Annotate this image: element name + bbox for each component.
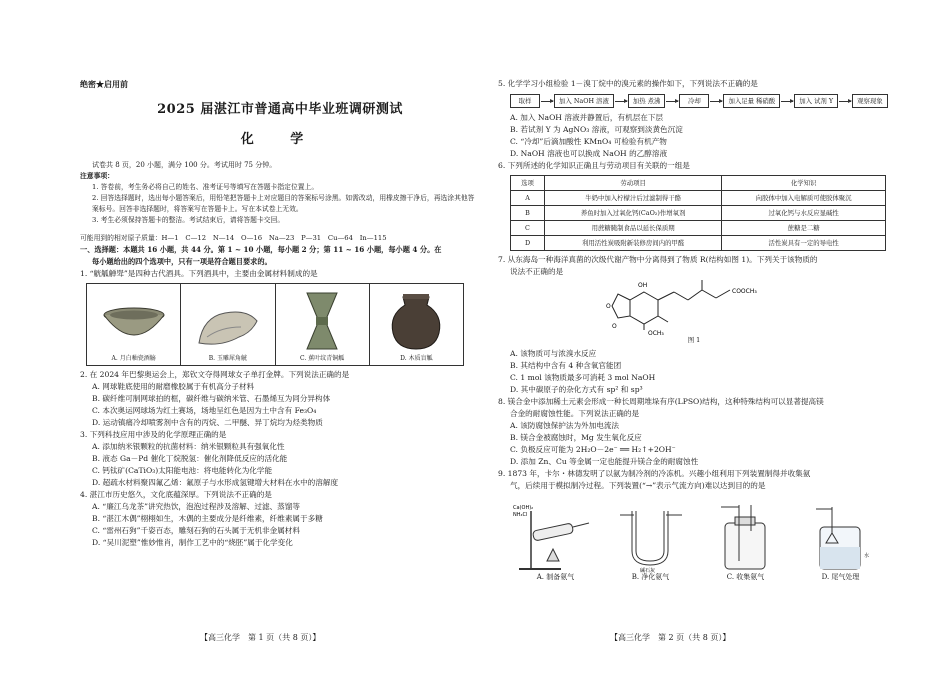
notes-block <box>80 171 480 226</box>
q1-image-d <box>370 284 463 365</box>
table-cell: 用蔗糖腌制食品以延长保质期 <box>545 221 722 236</box>
q7-stem: 7. 从东海岛一种海洋真菌的次级代谢产物中分离得到了物质 R(结构如图 1)。下列关于该物质的 <box>498 255 818 264</box>
bronze-gu-icon <box>287 291 357 353</box>
q9-caption-b: B. 净化氨气 <box>631 573 670 581</box>
u-tube-icon <box>606 503 696 573</box>
q8-option-b: B. 镁合金被腐蚀时，Mg 发生氧化反应 <box>510 433 642 442</box>
flow-arrow-icon <box>839 101 851 102</box>
q3-option-c: C. 钙钛矿(CaTiO₃)太阳能电池：将电能转化为化学能 <box>92 466 273 475</box>
struct-label: OH <box>638 282 648 289</box>
q5-option-a: A. 加入 NaOH 溶液并静置后，有机层在下层 <box>510 113 664 122</box>
q5-option-c: C. “冷却”后滴加酸性 KMnO₄ 可检验有机产物 <box>510 137 667 146</box>
gas-bottle-icon <box>701 503 791 573</box>
horn-cup-icon <box>193 303 263 353</box>
atomic-masses: 可能用到的相对原子质量：H—1 C—12 N—14 O—16 Na—23 P—31 Cu—64 In—115 <box>80 234 387 242</box>
q3-option-d: D. 超疏水材料聚四氟乙烯：氟原子与水形成氢键增大材料在水中的溶解度 <box>92 478 339 487</box>
struct-label: O <box>606 303 611 310</box>
note-item: 1. 答卷前，考生务必将自己的姓名、准考证号等填写在答题卡指定位置上。 <box>92 183 319 191</box>
q2-option-b: B. 碳纤维可制网球拍的框，碳纤维与碳纳米管、石墨烯互为同分异构体 <box>92 394 331 403</box>
flow-arrow-icon <box>541 101 553 102</box>
q9-caption-a: A. 制备氨气 <box>536 573 575 581</box>
table-cell: 养鱼时加入过氧化钙(CaO₂)作增氧剂 <box>545 206 722 221</box>
q9-apparatus-a <box>508 496 603 582</box>
q9-apparatus-c <box>698 496 793 582</box>
q8-stem-2: 合金的耐腐蚀性能。下列说法正确的是 <box>510 409 640 418</box>
struct-label: OCH₃ <box>648 330 664 336</box>
q5-option-b: B. 若试剂 Y 为 AgNO₃ 溶液，可观察到淡黄色沉淀 <box>510 125 683 134</box>
q7-stem-2: 说法不正确的是 <box>510 267 564 276</box>
q9-caption-d: D. 尾气处理 <box>821 573 860 581</box>
table-header-row <box>511 176 886 191</box>
table-row <box>511 236 886 251</box>
q6-stem: 6. 下列所述的化学知识正确且与劳动项目有关联的一组是 <box>498 161 690 170</box>
q7-option-a: A. 该物质可与浓溴水反应 <box>510 349 597 358</box>
q1-stem: 1. “觥觚觯斝”是四种古代酒具。下列酒具中，主要由金属材料制成的是 <box>80 269 318 278</box>
q4-option-b: B. “湛江木偶”栩栩如生，木偶的主要成分是纤维素，纤维素属于多糖 <box>92 514 323 523</box>
flow-arrow-icon <box>710 101 722 102</box>
q9-caption-c: C. 收集氨气 <box>726 573 765 581</box>
note-item: 2. 回答选择题时，选出每小题答案后，用铅笔把答题卡上对应题目的答案标号涂黑。如需改动，用橡皮擦干净后，再选涂其他答案标号。回答非选择题时，将答案写在答题卡上。写在本试卷上无效。 <box>92 194 475 213</box>
q9-stem-2: 气，后续用于模拟制冷过程。下列装置(“→”表示气流方向)难以达到目的的是 <box>510 481 766 490</box>
q1-image-b <box>181 284 275 365</box>
flow-arrow-icon <box>781 101 793 102</box>
q8-option-c: C. 负极反应可能为 2H₂O－2e⁻ ══ H₂↑+2OH⁻ <box>510 445 676 454</box>
left-column <box>80 78 480 549</box>
q6-table <box>510 175 886 251</box>
q8-stem: 8. 镁合金中添加稀土元素会形成一种长周期堆垛有序(LPSO)结构，这种特殊结构可以显著提高镁 <box>498 397 824 406</box>
q9-apparatus-strip <box>508 496 888 582</box>
flow-step: 加热 煮沸 <box>628 94 666 108</box>
reagent-label: 碱石灰 <box>639 568 655 573</box>
q2-option-a: A. 网球鞋底使用的耐磨橡胶属于有机高分子材料 <box>92 382 255 391</box>
page-footer-right: 【高三化学 第 2 页（共 8 页）】 <box>610 633 731 642</box>
q9-stem: 9. 1873 年，卡尔・林德发明了以氨为制冷剂的冷冻机。兴趣小组利用下列装置制得并收集氨 <box>498 469 811 478</box>
q1-image-a <box>87 284 181 365</box>
q3-option-a: A. 添加纳米银颗粒的抗菌材料：纳米银颗粒具有强氧化性 <box>92 442 285 451</box>
flow-step: 加入 NaOH 溶液 <box>554 94 614 108</box>
q7-structure-figure <box>498 278 890 348</box>
q2-option-c: C. 本次奥运网球场为红土赛场，场地呈红色是因为土中含有 Fe₃O₄ <box>92 406 317 415</box>
table-header-cell: 化学知识 <box>722 176 886 191</box>
reagent-label: NH₄Cl <box>512 512 527 518</box>
absorb-bottle-icon <box>796 503 886 573</box>
q1-image-strip <box>86 283 464 366</box>
q9-apparatus-b <box>603 496 698 582</box>
q1-caption-c: C. 蕉叶纹青铜觚 <box>300 355 345 362</box>
q7-option-c: C. 1 mol 该物质最多可消耗 3 mol NaOH <box>510 373 656 382</box>
wooden-vessel-icon <box>381 291 451 353</box>
table-cell: C <box>511 221 545 236</box>
q5-flowchart <box>510 94 890 108</box>
table-cell: 牛奶中加入柠檬汁后过滤制得干酪 <box>545 191 722 206</box>
table-row <box>511 191 886 206</box>
q7-option-b: B. 其结构中含有 4 种含氧官能团 <box>510 361 622 370</box>
section-heading: 一、选择题：本题共 16 小题，共 44 分。第 1 ~ 10 小题，每小题 2 分；第 11 ~ 16 小题，每小题 4 分。在 <box>80 245 442 254</box>
table-row <box>511 206 886 221</box>
exam-title: 2025 届湛江市普通高中毕业班调研测试 <box>157 102 403 117</box>
heating-tube-icon <box>511 503 601 573</box>
molecule-structure <box>604 278 784 336</box>
bowl-icon <box>99 303 169 353</box>
q1-caption-b: B. 玉雕犀角觥 <box>208 355 247 362</box>
q5-option-d: D. NaOH 溶液也可以换成 NaOH 的乙醇溶液 <box>510 149 668 158</box>
flow-step: 观察现象 <box>852 94 888 108</box>
reagent-label: 水 <box>863 553 869 559</box>
table-cell: D <box>511 236 545 251</box>
q3-stem: 3. 下列科技应用中涉及的化学原理正确的是 <box>80 430 227 439</box>
table-row <box>511 221 886 236</box>
figure-label: 图 1 <box>687 336 701 344</box>
q1-image-c <box>276 284 370 365</box>
table-header-cell: 选项 <box>511 176 545 191</box>
flow-step: 取样 <box>510 94 540 108</box>
q4-option-d: D. “吴川泥塑”惟妙惟肖，制作工艺中的“烧胚”属于化学变化 <box>92 538 293 547</box>
table-cell: B <box>511 206 545 221</box>
table-cell: A <box>511 191 545 206</box>
q9-apparatus-d <box>793 496 888 582</box>
flow-step: 冷却 <box>679 94 709 108</box>
table-header-cell: 劳动项目 <box>545 176 722 191</box>
struct-label: COOCH₃ <box>732 288 757 295</box>
q7-option-d: D. 其中碳原子的杂化方式有 sp² 和 sp³ <box>510 385 643 394</box>
section-heading-2: 每小题给出的四个选项中，只有一项是符合题目要求的。 <box>92 257 272 266</box>
exam-info: 试卷共 8 页，20 小题，满分 100 分。考试用时 75 分钟。 <box>92 161 277 169</box>
note-item: 3. 考生必须保持答题卡的整洁。考试结束后，请将答题卡交回。 <box>92 216 285 224</box>
q4-stem: 4. 湛江市历史悠久，文化底蕴深厚。下列说法不正确的是 <box>80 490 272 499</box>
q5-stem: 5. 化学学习小组检验 1－溴丁烷中的溴元素的操作如下，下列说法不正确的是 <box>498 79 758 88</box>
table-cell: 向胶体中加入电解质可使胶体聚沉 <box>722 191 886 206</box>
right-column <box>498 78 890 582</box>
flow-step: 加入足量 稀硝酸 <box>723 94 780 108</box>
q3-option-b: B. 液态 Ga－Pd 催化丁烷脱氢：催化剂降低反应的活化能 <box>92 454 288 463</box>
table-cell: 利用活性炭吸附新装修房间内的甲醛 <box>545 236 722 251</box>
subject-title: 化 学 <box>240 132 320 147</box>
flow-arrow-icon <box>666 101 678 102</box>
table-cell: 过氧化钙与水反应显碱性 <box>722 206 886 221</box>
q8-option-d: D. 添加 Zn、Cu 等金属一定也能提升镁合金的耐腐蚀性 <box>510 457 699 466</box>
table-cell: 蔗糖是二糖 <box>722 221 886 236</box>
secret-label: 绝密★启用前 <box>80 79 128 89</box>
q8-option-a: A. 该防腐蚀保护法为外加电流法 <box>510 421 620 430</box>
q1-caption-a: A. 月白釉瓷酒觞 <box>111 355 156 362</box>
q1-caption-d: D. 木质盲觚 <box>400 355 433 362</box>
q4-option-a: A. “廉江乌龙茶”讲究热饮，泡泡过程涉及溶解、过滤、蒸馏等 <box>92 502 300 511</box>
q4-option-c: C. “雷州石狗”千姿百态，雕刻石狗的石头属于无机非金属材料 <box>92 526 300 535</box>
page-footer-left: 【高三化学 第 1 页（共 8 页）】 <box>200 633 321 642</box>
flow-step: 加入 试剂 Y <box>794 94 838 108</box>
q2-option-d: D. 运动镇痛冷却喷雾剂中含有的丙烷、二甲醚、异丁烷均为烃类物质 <box>92 418 323 427</box>
struct-label: O <box>612 323 617 330</box>
q2-stem: 2. 在 2024 年巴黎奥运会上，郑钦文夺得网球女子单打金牌。下列说法正确的是 <box>80 370 350 379</box>
reagent-label: Ca(OH)₂ <box>512 505 533 511</box>
notes-title: 注意事项： <box>80 172 114 180</box>
flow-arrow-icon <box>615 101 627 102</box>
table-cell: 活性炭具有一定的导电性 <box>722 236 886 251</box>
